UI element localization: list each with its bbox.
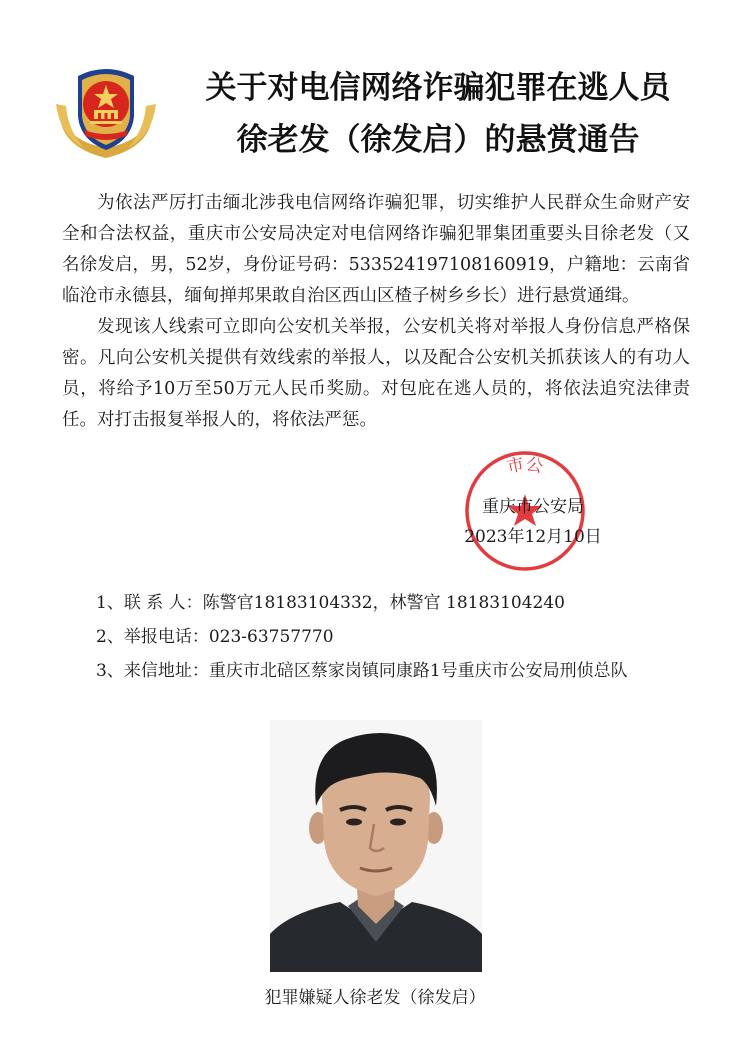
contact-info <box>62 586 690 688</box>
title-line-1: 关于对电信网络诈骗犯罪在逃人员 <box>205 70 671 106</box>
mail-address: 3、来信地址：重庆市北碚区蔡家岗镇同康路1号重庆市公安局刑侦总队 <box>96 661 628 681</box>
contact-person: 1、联 系 人：陈警官18183104332，林警官 18183104240 <box>96 593 565 613</box>
paragraph-2: 发现该人线索可立即向公安机关举报，公安机关将对举报人身份信息严格保密。凡向公安机关提供有效线索的举报人，以及配合公安机关抓获该人的有功人员，将给予10万至50万元人民币奖励。对包庇在逃人员的，将依法追究法律责任。对打击报复举报人的，将依法严惩。 <box>62 317 690 430</box>
photo-caption: 犯罪嫌疑人徐老发（徐发启） <box>264 988 486 1008</box>
svg-text:市公 <box>505 454 545 477</box>
issue-date: 2023年12月10日 <box>464 527 602 547</box>
title-line-2: 徐老发（徐发启）的悬赏通告 <box>236 122 640 158</box>
police-emblem-icon <box>54 58 158 162</box>
signature-block <box>458 492 608 552</box>
suspect-photo <box>270 720 482 972</box>
paragraph-1: 为依法严厉打击缅北涉我电信网络诈骗犯罪，切实维护人民群众生命财产安全和合法权益，重庆市公安局决定对电信网络诈骗犯罪集团重要头目徐老发（又名徐发启，男，52岁，身份证号码：533524197108160919，户籍地：云南省临沧市永德县，缅甸掸邦果敢自治区西山区楂子树乡乡长）进行悬赏通缉。 <box>62 193 690 306</box>
notice-title <box>168 62 708 166</box>
report-phone: 2、举报电话：023-63757770 <box>96 627 334 647</box>
issuer: 重庆市公安局 <box>482 497 584 517</box>
notice-body <box>62 188 690 436</box>
seal-text: 市公 <box>505 454 545 478</box>
